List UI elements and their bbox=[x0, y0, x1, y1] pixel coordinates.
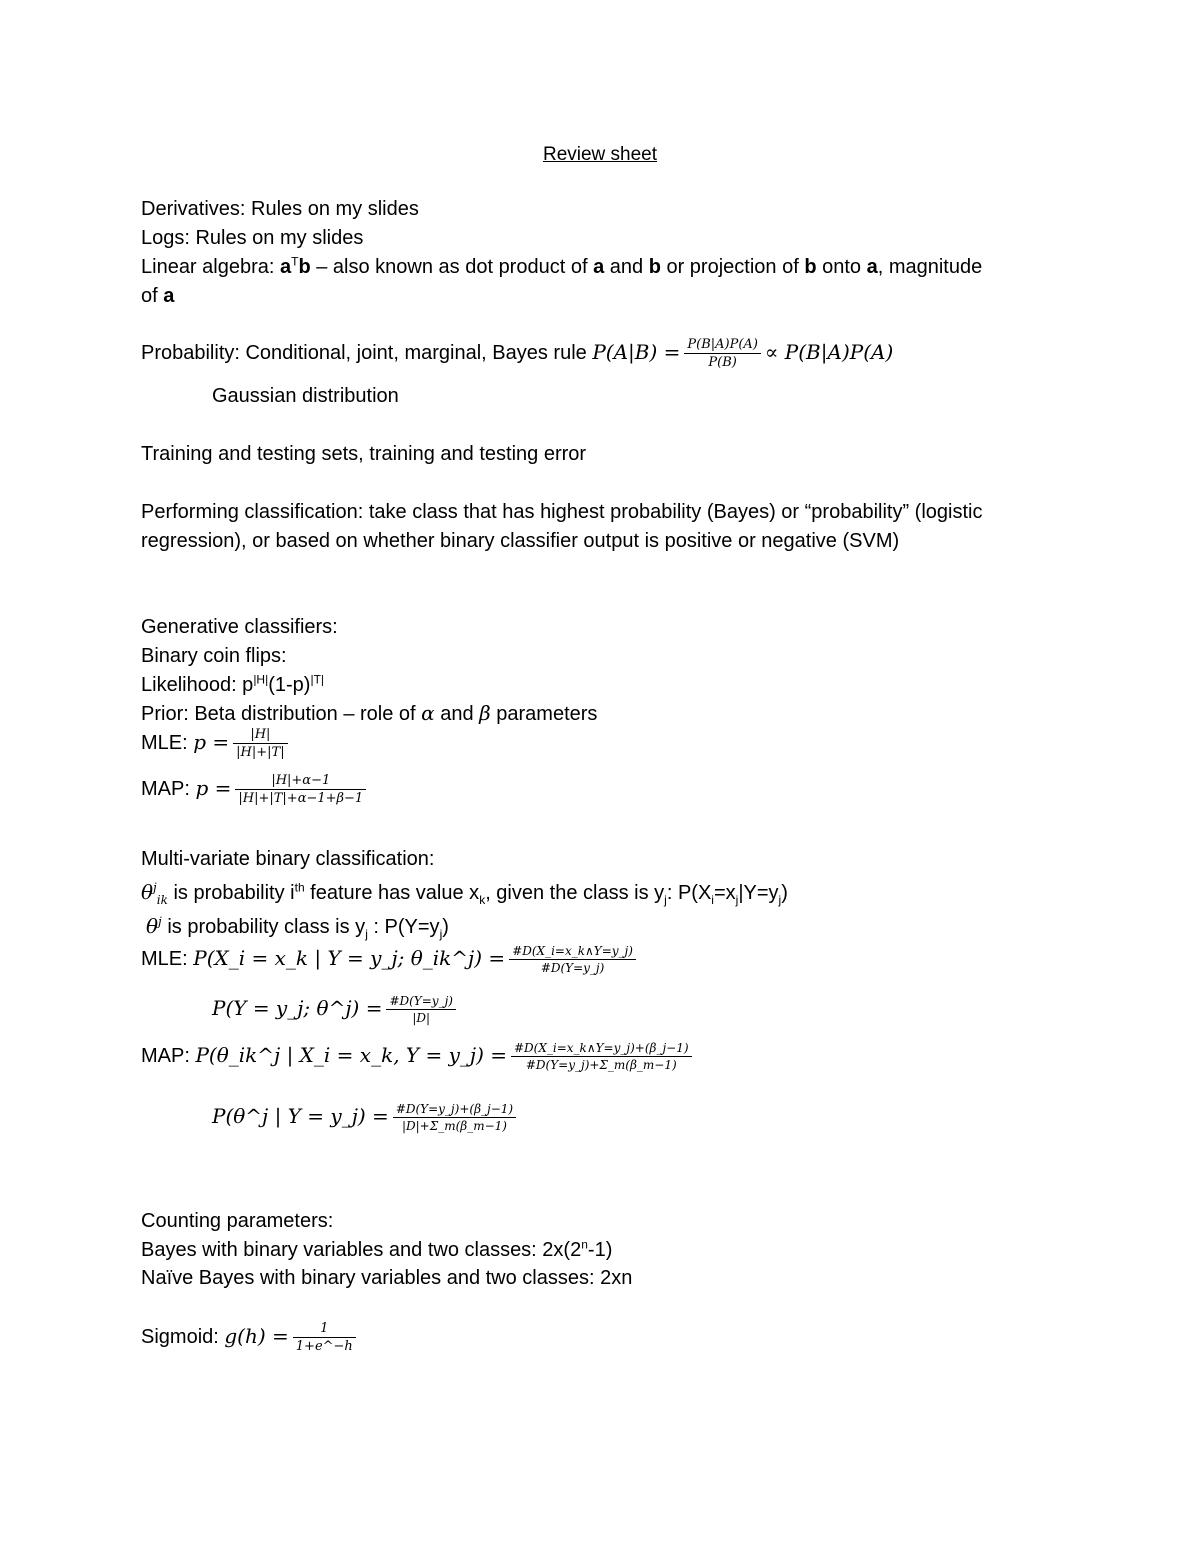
linalg-text: , magnitude bbox=[877, 256, 983, 278]
probability-label: Probability: Conditional, joint, marginal, Bayes rule bbox=[141, 341, 593, 364]
sigmoid-lhs: g(h) = bbox=[224, 1323, 289, 1348]
page-title: Review sheet bbox=[542, 144, 658, 165]
vector-a: a bbox=[279, 256, 292, 278]
mle2-lhs: P(Y = y_j; θ^j) = bbox=[212, 995, 383, 1020]
mle1-lhs: P(X_i = x_k | Y = y_j; θ_ik^j) = bbox=[193, 945, 506, 970]
mle-label: MLE: bbox=[141, 731, 194, 754]
linalg-text: or projection of bbox=[660, 256, 805, 278]
map-fraction bbox=[235, 774, 366, 805]
multivariate-map-2 bbox=[212, 1103, 520, 1132]
sigmoid-label: Sigmoid: bbox=[141, 1325, 225, 1348]
bayes-count-line: Bayes with binary variables and two classes: 2x(2$^n$-1) bbox=[141, 1237, 613, 1261]
prior-suffix: parameters bbox=[490, 703, 598, 725]
beta-symbol: β bbox=[479, 701, 491, 725]
training-line: Training and testing sets, training and testing error bbox=[141, 443, 587, 465]
coin-map-line bbox=[141, 774, 370, 805]
likelihood-exp-t: |T| bbox=[310, 672, 325, 687]
theta-ik-line: $\theta^j_{ik}$ is probability $i^{th}$ feature has value $x_k$, given the class is $y_j$: $P(X_i=x_j|Y=y_j)$ bbox=[141, 880, 788, 907]
mle-label: MLE: bbox=[141, 947, 194, 970]
mle2-fraction bbox=[386, 995, 456, 1024]
linalg-text: and bbox=[604, 256, 649, 278]
logs-line: Logs: Rules on my slides bbox=[141, 227, 364, 249]
mle2-denominator: |D| bbox=[412, 1011, 431, 1025]
bayes-denominator: P(B) bbox=[708, 355, 737, 370]
vector-a: a bbox=[866, 256, 878, 278]
gaussian-line: Gaussian distribution bbox=[212, 385, 399, 407]
theta-j-symbol: $\theta^j$ bbox=[146, 914, 162, 938]
map-lhs: p = bbox=[195, 775, 232, 800]
sigmoid-fraction bbox=[293, 1322, 356, 1353]
bayes-fraction bbox=[684, 338, 761, 369]
mle-lhs: p = bbox=[193, 729, 230, 754]
sigmoid-denominator: 1+e^−h bbox=[295, 1339, 353, 1354]
vector-b: b bbox=[648, 256, 661, 278]
linear-algebra-line bbox=[141, 254, 983, 278]
linalg-text: onto bbox=[816, 256, 867, 278]
bayes-rhs: ∝ P(B|A)P(A) bbox=[764, 339, 894, 364]
vector-b: b bbox=[298, 256, 311, 278]
multivariate-map-1 bbox=[141, 1042, 696, 1071]
bayes-count-exp: n bbox=[581, 1237, 588, 1252]
transpose-mark: T bbox=[291, 254, 299, 269]
map2-lhs: P(θ^j | Y = y_j) = bbox=[212, 1103, 389, 1128]
vector-b: b bbox=[804, 256, 817, 278]
prior-line bbox=[141, 703, 597, 724]
mle2-numerator: #D(Y=y_j) bbox=[386, 995, 456, 1010]
probability-line bbox=[141, 338, 893, 369]
vector-a: a bbox=[163, 285, 175, 307]
linalg-prefix: Linear algebra: bbox=[141, 256, 280, 278]
theta-j-line: $\theta^j$ is probability class is $y_j$ : $P(Y=y_j)$ bbox=[146, 914, 449, 941]
counting-heading: Counting parameters: bbox=[141, 1210, 334, 1232]
derivatives-line: Derivatives: Rules on my slides bbox=[141, 198, 419, 220]
map-numerator: |H|+α−1 bbox=[235, 774, 366, 790]
multivariate-mle-2 bbox=[212, 995, 460, 1024]
likelihood-line bbox=[141, 672, 325, 696]
likelihood-mid: (1-p) bbox=[268, 674, 311, 696]
multivariate-mle-1 bbox=[141, 945, 640, 974]
likelihood-prefix: Likelihood: p bbox=[141, 674, 254, 696]
mle1-fraction bbox=[509, 945, 636, 974]
map-label: MAP: bbox=[141, 777, 196, 800]
bayes-lhs: P(A|B) = bbox=[592, 339, 681, 364]
map1-numerator: #D(X_i=x_k∧Y=y_j)+(β_j−1) bbox=[511, 1042, 692, 1057]
theta-ik-symbol: $\theta^j_{ik}$ bbox=[141, 880, 168, 907]
vector-a: a bbox=[593, 256, 605, 278]
classification-line-1: Performing classification: take class that has highest probability (Bayes) or “probability” (logistic bbox=[141, 501, 983, 523]
map2-numerator: #D(Y=y_j)+(β_j−1) bbox=[393, 1103, 516, 1118]
map1-denominator: #D(Y=y_j)+Σ_m(β_m−1) bbox=[525, 1058, 677, 1072]
map2-denominator: |D|+Σ_m(β_m−1) bbox=[401, 1119, 507, 1133]
mle-denominator: |H|+|T| bbox=[236, 745, 285, 760]
sigmoid-numerator: 1 bbox=[293, 1322, 356, 1338]
likelihood-exp-h: |H| bbox=[253, 672, 269, 687]
coin-mle-line bbox=[141, 728, 292, 759]
naive-bayes-count-line: Naïve Bayes with binary variables and two classes: 2xn bbox=[141, 1267, 633, 1289]
bayes-numerator: P(B|A)P(A) bbox=[684, 338, 761, 354]
mle-fraction bbox=[233, 728, 287, 759]
multivariate-heading: Multi-variate binary classification: bbox=[141, 848, 435, 870]
map1-fraction bbox=[511, 1042, 692, 1071]
map-denominator: |H|+|T|+α−1+β−1 bbox=[238, 791, 364, 806]
coin-flips-line: Binary coin flips: bbox=[141, 645, 287, 667]
generative-heading: Generative classifiers: bbox=[141, 616, 338, 638]
map1-lhs: P(θ_ik^j | X_i = x_k, Y = y_j) = bbox=[195, 1042, 507, 1067]
sigmoid-line bbox=[141, 1322, 360, 1353]
classification-line-2: regression), or based on whether binary classifier output is positive or negative (SVM) bbox=[141, 530, 900, 552]
mle-numerator: |H| bbox=[233, 728, 287, 744]
mle1-denominator: #D(Y=y_j) bbox=[540, 961, 605, 975]
map-label: MAP: bbox=[141, 1044, 196, 1067]
prior-and: and bbox=[434, 703, 480, 725]
mle1-numerator: #D(X_i=x_k∧Y=y_j) bbox=[509, 945, 636, 960]
alpha-symbol: α bbox=[421, 701, 435, 725]
map2-fraction bbox=[393, 1103, 516, 1132]
prior-prefix: Prior: Beta distribution – role of bbox=[141, 703, 422, 725]
linalg-text: – also known as dot product of bbox=[310, 256, 594, 278]
linalg-text: of bbox=[141, 285, 164, 307]
linear-algebra-line-2 bbox=[141, 286, 174, 306]
